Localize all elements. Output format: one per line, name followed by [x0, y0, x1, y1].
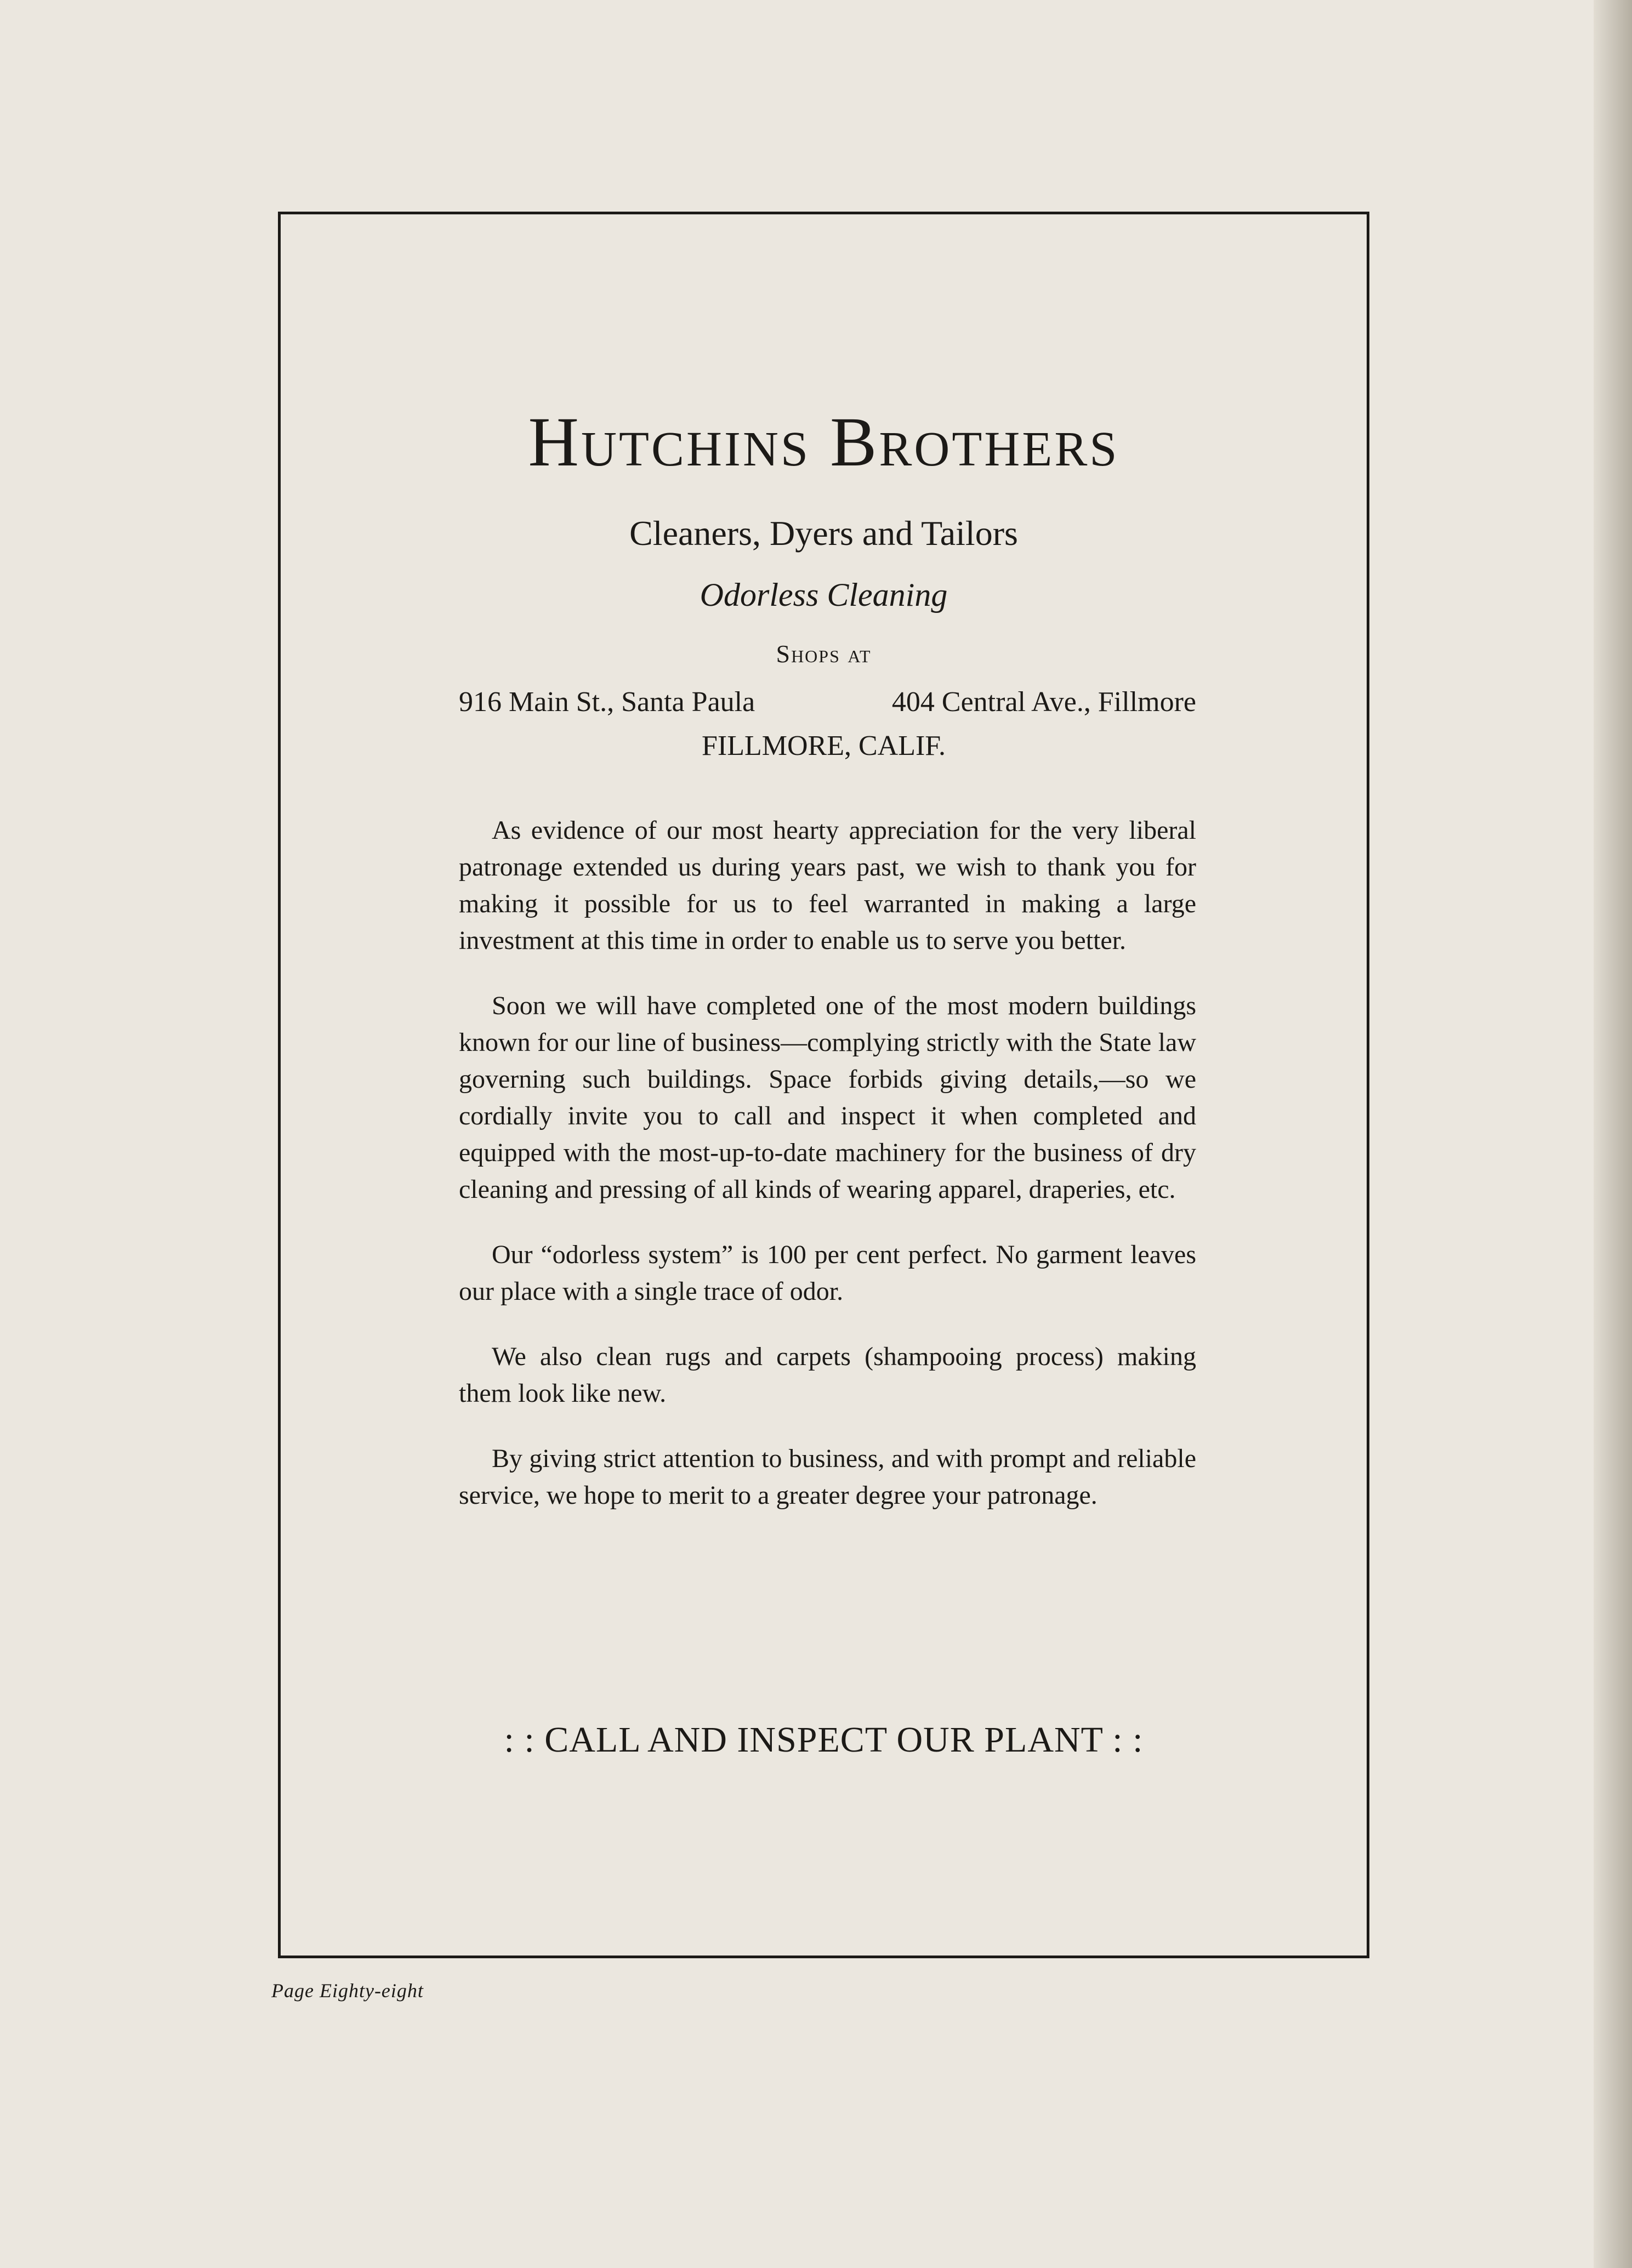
address-fillmore: 404 Central Ave., Fillmore [891, 686, 1196, 718]
business-tagline: Cleaners, Dyers and Tailors [629, 514, 1018, 553]
paragraph-new-building: Soon we will have completed one of the most modern buildings known for our line of business—complying strictly with the State law governing such buildings. Space forbids giving details,—so we cordially invite you to call and inspect it when completed and equipped with the most-up-to-date machinery for the business of dry cleaning and pressing of all kinds of wearing apparel, draperies, etc. [459, 991, 1196, 1204]
paragraph-rugs-carpets: We also clean rugs and carpets (shampooing process) making them look like new. [459, 1342, 1196, 1408]
advertisement-frame [278, 212, 1369, 1958]
shops-label: Shops at [776, 640, 872, 668]
paragraph-appreciation: As evidence of our most hearty appreciation for the very liberal patronage extended us during years past, we wish to thank you for making it possible for us to feel warranted in making a large investment at this time in order to enable us to serve you better. [459, 816, 1196, 955]
shop-addresses [459, 686, 1196, 718]
paragraph-odorless-system: Our “odorless system” is 100 per cent perfect. No garment leaves our place with a single trace of odor. [459, 1240, 1196, 1306]
page-edge-shadow [1594, 0, 1632, 2268]
ad-body [459, 812, 1196, 1542]
call-to-action: : : CALL AND INSPECT OUR PLANT : : [504, 1720, 1144, 1760]
company-name: Hutchins Brothers [528, 403, 1119, 481]
paragraph-service: By giving strict attention to business, and with prompt and reliable service, we hope to merit to a greater degree your patronage. [459, 1444, 1196, 1510]
city-line: FILLMORE, CALIF. [701, 730, 946, 761]
specialty-text: Odorless Cleaning [700, 577, 948, 613]
page-number: Page Eighty-eight [271, 1980, 424, 2002]
address-santa-paula: 916 Main St., Santa Paula [459, 686, 755, 718]
